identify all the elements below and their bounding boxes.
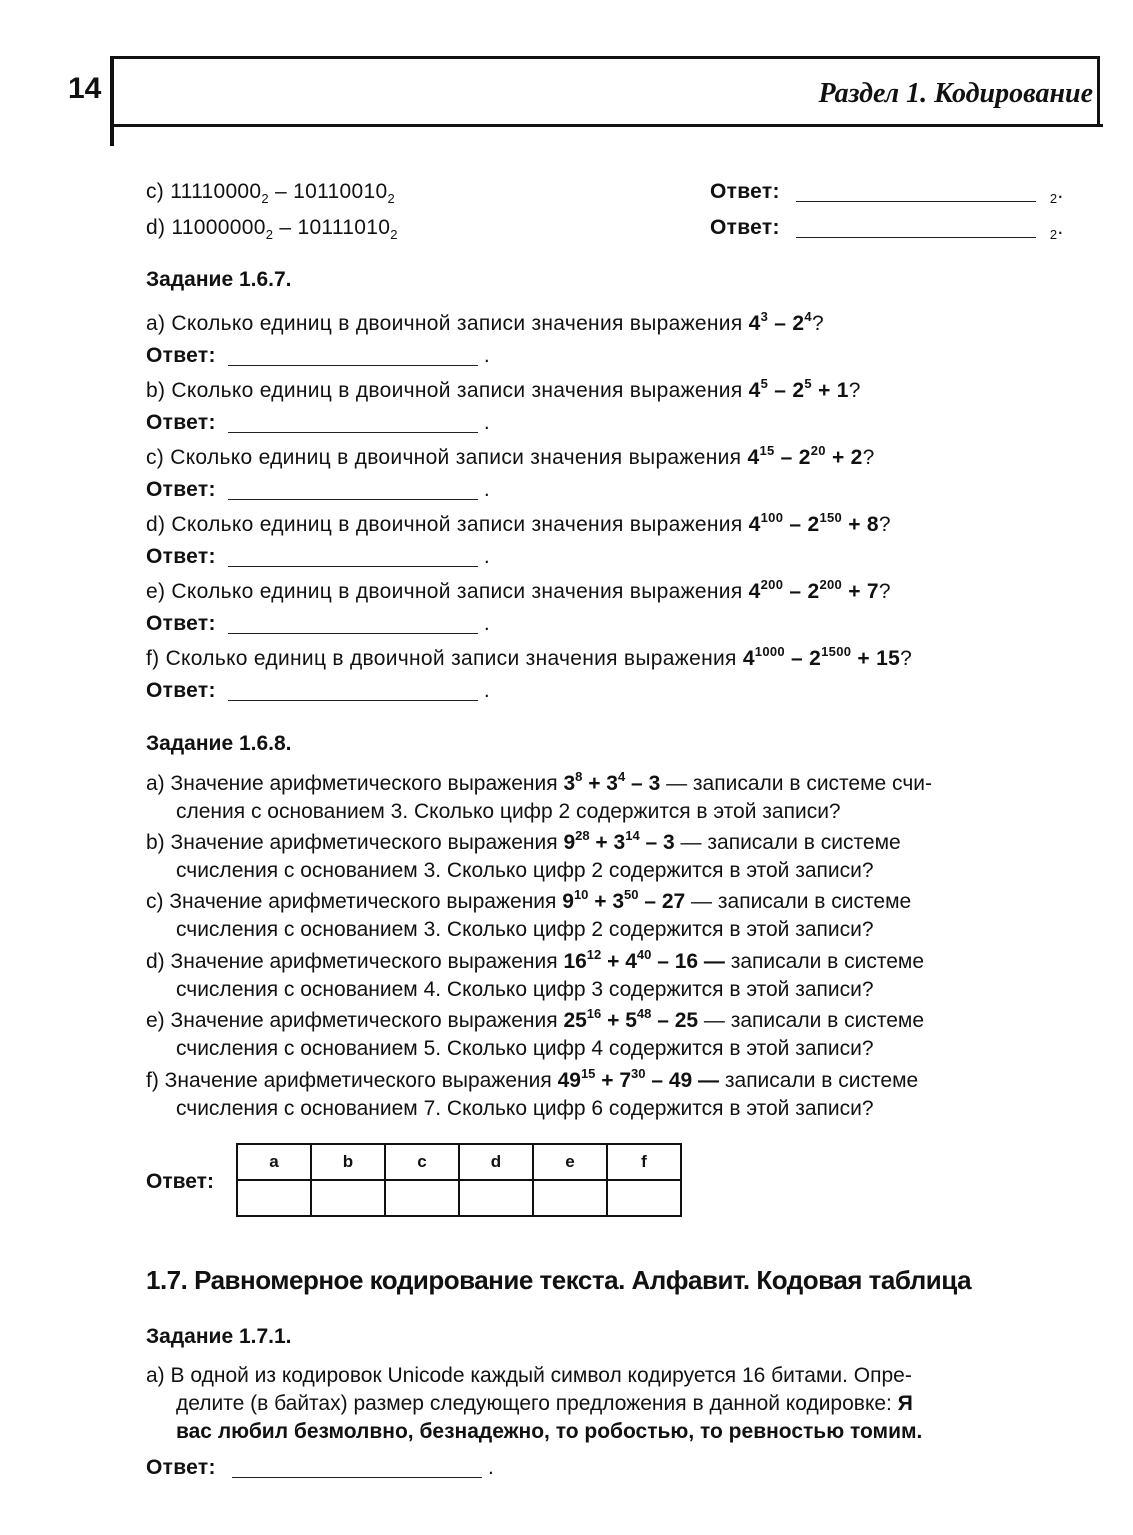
task-1-6-8-item [146,829,1092,885]
question-mark: ? [811,312,824,335]
header-tick [110,124,114,146]
task-1-6-8-item [146,948,1092,1004]
item-text: Значение арифметического выражения [170,1009,564,1032]
expr-term: – 49 — [645,1069,720,1092]
expr-term: + 15 [851,647,901,670]
item-letter: e) [146,580,166,603]
question-text: Сколько единиц в двоичной записи значения выражения [170,446,742,469]
question-mark: ? [862,446,875,469]
task-1-6-8-answer-label: Ответ: [146,1170,214,1193]
answer-blank[interactable] [228,566,478,567]
answer-label: Ответ: [146,411,216,434]
task-1-6-7-answer: Ответ: . [146,545,491,568]
item-text-continuation: счисления с основанием 4. Сколько цифр 3 содержится в этой записи? [176,978,874,1001]
answer-table-cell[interactable] [237,1180,311,1216]
item-letter: f) [146,647,160,670]
expr-exponent: 40 [636,947,652,962]
expr-exponent: 30 [631,1066,646,1081]
expr-term: – 25 [651,1009,699,1032]
question-text: Сколько единиц в двоичной записи значения выражения [171,312,743,335]
item-letter: b) [146,831,165,854]
item-letter: d) [146,950,165,973]
answer-label: Ответ: [146,478,216,501]
page-number: 14 [68,72,102,105]
task-1-6-7-question [146,644,913,671]
expr-term: + 7 [842,580,879,603]
expr-term: + 5 [601,1009,637,1032]
answer-table-header-cell: d [459,1144,533,1180]
answer-table-header-cell: e [533,1144,607,1180]
task-1-6-8-item [146,1067,1092,1123]
item-text: — записали в системе счи- [660,772,932,795]
expr-term: 25 [563,1009,587,1032]
item-text-continuation: счисления с основанием 3. Сколько цифр 2 содержится в этой записи? [176,859,874,882]
task-1-6-7-answer: Ответ: . [146,344,491,367]
expr-term: 16 [563,950,587,973]
expr-exponent: 10 [573,887,589,902]
top-item-d: d) $11000000_2 - 10111010_2$ [146,216,398,242]
item-text-continuation: счисления с основанием 3. Сколько цифр 2 содержится в этой записи? [176,918,874,941]
section-title: Раздел 1. Кодирование [818,78,1093,109]
item-text: — записали в системе [674,831,901,854]
expr-exponent: 5 [804,376,812,391]
expr-term: 3 [563,772,576,795]
task-1-6-8-title: Задание 1.6.8. [146,732,292,755]
expr-exponent: 50 [624,887,639,902]
expr-term: – 2 [783,513,820,536]
expr-term: 9 [563,831,576,854]
item-letter: e) [146,1009,165,1032]
item-letter: b) [146,379,166,402]
expr-term: + 8 [842,513,879,536]
expr-term: + 4 [601,950,637,973]
item-text-continuation: счисления с основанием 7. Сколько цифр 6 содержится в этой записи? [176,1097,874,1120]
item-text: — записали в системе [685,890,912,913]
answer-blank[interactable] [228,633,478,634]
expr-term: + 3 [582,772,618,795]
expr-exponent: 15 [759,443,775,458]
expr-term: + 2 [825,446,863,469]
expr-term: 4 [747,446,760,469]
answer-table [236,1143,682,1217]
item-text-continuation: счисления с основанием 5. Сколько цифр 4 содержится в этой записи? [176,1037,874,1060]
question-text: Сколько единиц в двоичной записи значения выражения [165,647,737,670]
task-1-6-7-answer: Ответ: . [146,612,491,635]
question-text: Сколько единиц в двоичной записи значения выражения [171,379,743,402]
task-1-6-8-item [146,1007,1092,1063]
item-text: Значение арифметического выражения [164,1069,558,1092]
answer-blank[interactable] [796,201,1036,202]
item-text: записали в системе [724,950,925,973]
answer-blank[interactable] [228,365,478,366]
expr-term: + 3 [589,831,626,854]
expr-exponent: 28 [575,828,590,843]
expr-exponent: 3 [760,309,769,324]
item-letter: d) [146,513,166,536]
item-text: Значение арифметического выражения [169,890,563,913]
answer-blank[interactable] [232,1477,482,1478]
expr-exponent: 12 [586,947,602,962]
task-1-6-8-item [146,888,1092,944]
expr-term: – 2 [784,647,822,670]
task-1-6-7-question [146,309,824,336]
expr-exponent: 16 [586,1006,602,1021]
item-text: Значение арифметического выражения [170,772,564,795]
item-letter: a) [146,772,165,795]
expr-term: – 27 [638,890,686,913]
expr-exponent: 8 [575,769,583,784]
task-1-6-7-answer: Ответ: . [146,411,491,434]
expr-exponent: 100 [760,510,784,525]
expr-exponent: 4 [617,769,626,784]
question-mark: ? [848,379,861,402]
item-text-continuation: сления с основанием 3. Сколько цифр 2 содержится в этой записи? [176,800,841,823]
expr-exponent: 5 [760,376,769,391]
answer-label: Ответ: [146,612,216,635]
task-1-6-7-answer: Ответ: . [146,478,491,501]
expr-exponent: 1000 [754,644,785,659]
task-1-6-7-title: Задание 1.6.7. [146,268,292,291]
item-letter: c) [146,890,164,913]
question-mark: ? [900,647,913,670]
item-letter: f) [146,1069,159,1092]
expr-term: 4 [748,379,761,402]
answer-table-cell[interactable] [459,1180,533,1216]
item-letter: c) [146,446,165,469]
expr-exponent: 15 [580,1066,596,1081]
expr-term: – 2 [768,379,805,402]
answer-table-header [237,1144,681,1180]
answer-table-cell[interactable] [385,1180,459,1216]
task-1-7-1-title: Задание 1.7.1. [146,1325,292,1348]
answer-blank[interactable] [228,499,478,500]
task-1-6-7-question [146,376,861,403]
item-text: записали в системе [719,1069,919,1092]
expr-term: – 2 [768,312,805,335]
expr-exponent: 48 [636,1006,652,1021]
question-text: Сколько единиц в двоичной записи значения выражения [171,513,743,536]
task-1-6-7-question [146,443,875,470]
answer-blank[interactable] [796,237,1036,238]
expr-term: + 3 [588,890,625,913]
answer-table-header-cell: f [607,1144,681,1180]
item-text: Значение арифметического выражения [170,831,564,854]
expr-term: – 3 [625,772,661,795]
task-1-7-1-item-a: a) В одной из кодировок Unicode каждый символ кодируется 16 битами. Опре- делите (в байтах) размер следующего предложения в данной кодировке: Я вас любил безмолвно, безнадежно, то робостью, то ревностью томим. [146,1364,923,1443]
expr-term: – 16 — [651,950,725,973]
expr-term: 49 [557,1069,581,1092]
question-mark: ? [878,580,891,603]
expr-term: – 3 [639,831,675,854]
expr-exponent: 4 [804,309,812,324]
expr-exponent: 200 [819,577,843,592]
answer-label: Ответ: [146,679,216,702]
item-letter: a) [146,312,166,335]
task-1-6-7-question [146,510,891,537]
task-1-7-1-answer: Ответ: . [146,1456,495,1479]
answer-table-cell[interactable] [311,1180,385,1216]
task-1-6-8-item [146,770,1092,826]
answer-table-row [237,1180,681,1216]
answer-table-header-cell: c [385,1144,459,1180]
expr-exponent: 150 [819,510,843,525]
top-answer-d: Ответ: $_2$. [710,216,1064,242]
expr-term: – 2 [774,446,811,469]
expr-term: 9 [562,890,574,913]
expr-term: 4 [748,580,761,603]
answer-label: Ответ: [146,344,216,367]
expr-exponent: 20 [810,443,826,458]
task-1-6-7-question [146,577,891,604]
answer-table-cell[interactable] [533,1180,607,1216]
answer-blank[interactable] [228,432,478,433]
expr-term: 4 [742,647,755,670]
expr-term: – 2 [783,580,820,603]
expr-term: 4 [748,312,761,335]
answer-label: Ответ: [146,545,216,568]
header-rule [110,124,1103,127]
task-1-6-7-answer: Ответ: . [146,679,491,702]
item-text: — записали в системе [698,1009,925,1032]
section-1-7-heading: 1.7. Равномерное кодирование текста. Алфавит. Кодовая таблица [146,1265,972,1295]
item-text: Значение арифметического выражения [170,950,564,973]
expr-term: 4 [748,513,761,536]
expr-exponent: 14 [625,828,640,843]
expr-term: + 7 [595,1069,632,1092]
expr-exponent: 1500 [821,644,852,659]
question-mark: ? [878,513,891,536]
answer-table-header-cell: a [237,1144,311,1180]
answer-table-cell[interactable] [607,1180,681,1216]
answer-table-header-cell: b [311,1144,385,1180]
expr-exponent: 200 [760,577,784,592]
top-item-c: c) $11110000_2 - 10110010_2$ [146,180,395,206]
answer-blank[interactable] [228,700,478,701]
question-text: Сколько единиц в двоичной записи значения выражения [171,580,743,603]
top-answer-c: Ответ: $_2$. [710,180,1064,206]
expr-term: + 1 [811,379,849,402]
